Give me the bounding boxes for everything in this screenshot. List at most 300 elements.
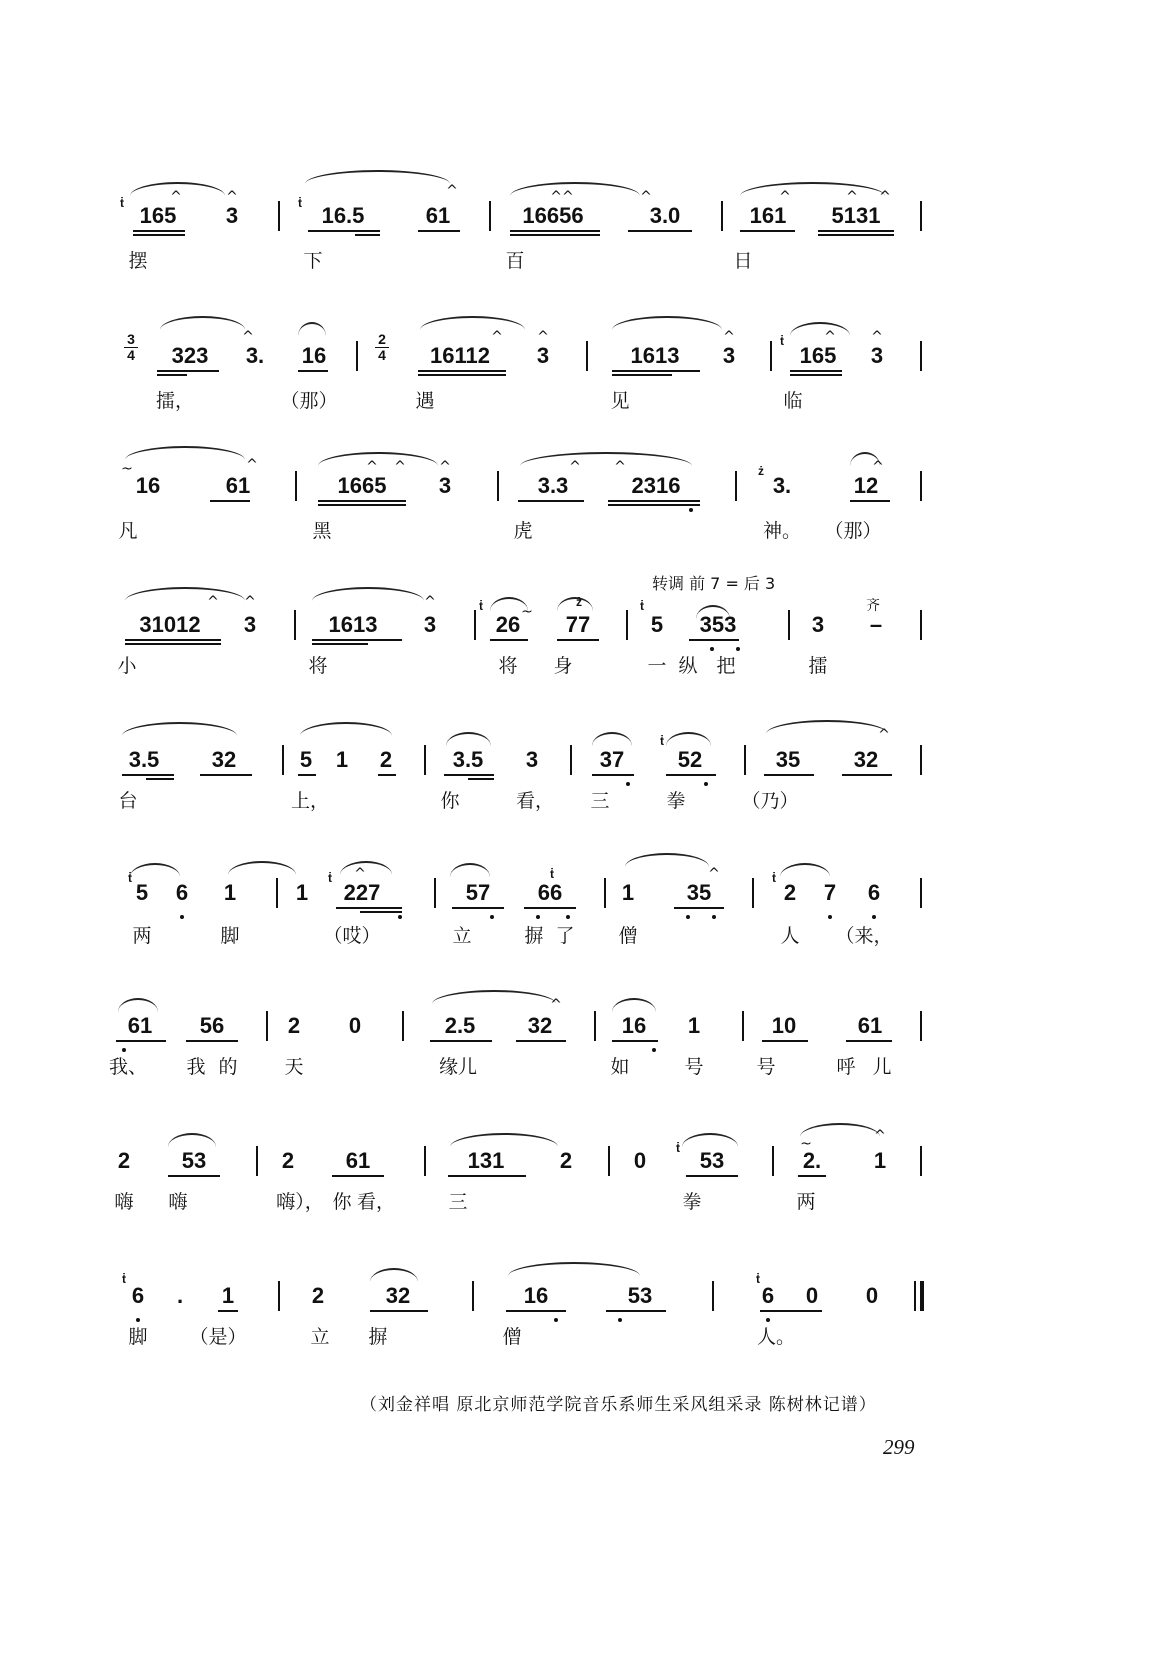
- underline: [312, 643, 368, 645]
- note-group: 131: [467, 1148, 505, 1173]
- note-group: 161: [749, 203, 787, 228]
- slur: [592, 732, 632, 746]
- underline: [686, 1175, 738, 1177]
- accent-mark: ^: [824, 329, 836, 345]
- underline: [468, 778, 494, 780]
- slur: [125, 587, 245, 601]
- lyric: 百: [505, 250, 525, 272]
- note-group: 37: [599, 747, 625, 772]
- underline: [378, 774, 396, 776]
- underline: [592, 774, 634, 776]
- note-group: 0: [865, 1283, 879, 1308]
- note-group: 3: [525, 747, 539, 772]
- bar-line: [278, 201, 280, 231]
- lyric: 神。: [762, 520, 802, 542]
- lyric: 号: [756, 1056, 776, 1078]
- note-group: 61: [127, 1013, 153, 1038]
- note-group: 53: [699, 1148, 725, 1173]
- lyric: 僧: [618, 925, 638, 947]
- octave-dot: [566, 915, 570, 919]
- lyric: 三: [448, 1191, 468, 1213]
- slur: [625, 853, 709, 867]
- note-group: 2: [281, 1148, 295, 1173]
- accent-mark: ^: [878, 727, 890, 743]
- note-group: 3.0: [649, 203, 681, 228]
- notes-row: [0, 474, 1157, 514]
- lyric: 脚: [220, 925, 240, 947]
- grace-note: ṫ: [128, 871, 132, 885]
- underline: [740, 230, 795, 232]
- underline: [490, 639, 528, 641]
- lyric: 两: [132, 925, 152, 947]
- note-group: 10: [771, 1013, 797, 1038]
- underline: [628, 230, 692, 232]
- note-group: 1: [621, 880, 635, 905]
- bar-line: [788, 610, 790, 640]
- note-group: 3.5: [452, 747, 484, 772]
- note-group: 57: [465, 880, 491, 905]
- octave-dot: [704, 782, 708, 786]
- slur: [766, 720, 888, 734]
- accent-mark: ^: [242, 329, 254, 345]
- underline: [790, 370, 842, 372]
- grace-note: ṫ: [122, 1272, 126, 1286]
- bar-line: [721, 201, 723, 231]
- octave-dot: [618, 1318, 622, 1322]
- underline: [318, 500, 406, 502]
- accent-mark: ^: [550, 997, 562, 1013]
- note-group: 5: [299, 747, 313, 772]
- slur: [800, 1123, 880, 1137]
- note-group: 323: [171, 343, 209, 368]
- notes-row: [0, 1014, 1157, 1054]
- note-group: 6: [175, 880, 189, 905]
- lyric: 日: [733, 250, 753, 272]
- lyric: 号: [684, 1056, 704, 1078]
- note-group: 1613: [630, 343, 680, 368]
- underline: [157, 370, 219, 372]
- lyric: 你: [332, 1191, 352, 1213]
- accent-mark: ^: [872, 459, 884, 475]
- note-group: 3: [225, 203, 239, 228]
- octave-dot: [180, 915, 184, 919]
- underline: [612, 1040, 658, 1042]
- lyric: 立: [452, 925, 472, 947]
- bar-line: [604, 878, 606, 908]
- underline: [557, 639, 599, 641]
- note-group: 353: [699, 612, 737, 637]
- slur: [612, 998, 656, 1012]
- octave-dot: [689, 508, 693, 512]
- underline: [157, 374, 187, 376]
- slur: [370, 1268, 418, 1282]
- lyric: 擂: [808, 655, 828, 677]
- underline: [798, 1175, 826, 1177]
- lyrics-row: [0, 520, 1157, 560]
- lyric: 看，: [356, 1191, 396, 1213]
- accent-mark: ^: [537, 329, 549, 345]
- note-group: 5: [135, 880, 149, 905]
- accent-mark: ^: [779, 189, 791, 205]
- note-group: 61: [345, 1148, 371, 1173]
- bar-line: [712, 1281, 714, 1311]
- underline: [133, 234, 185, 236]
- transcription-credit: （刘金祥唱 原北京师范学院音乐系师生采风组采录 陈树林记谱）: [360, 1395, 877, 1415]
- lyric: 小: [117, 655, 137, 677]
- note-group: 1: [221, 1283, 235, 1308]
- octave-dot: [736, 647, 740, 651]
- lyrics-row: [0, 250, 1157, 290]
- underline: [448, 1175, 526, 1177]
- note-group: 31012: [139, 612, 201, 637]
- bar-line: [295, 471, 297, 501]
- lyrics-row: [0, 1326, 1157, 1366]
- note-group: 52: [677, 747, 703, 772]
- grace-note: ṫ: [660, 734, 664, 748]
- underline: [146, 778, 174, 780]
- underline: [430, 1040, 492, 1042]
- notes-row: [0, 748, 1157, 788]
- note-group: 165: [799, 343, 837, 368]
- note-group: 53: [181, 1148, 207, 1173]
- lyric: 两: [796, 1191, 816, 1213]
- underline: [612, 374, 672, 376]
- note-group: 61: [425, 203, 451, 228]
- time-signature: $\frac{2}{4}$: [375, 332, 389, 363]
- slur: [130, 863, 180, 877]
- lyric: 天: [284, 1056, 304, 1078]
- lyrics-row: [0, 1191, 1157, 1231]
- unison-marking: 齐: [866, 598, 880, 614]
- note-group: 16: [523, 1283, 549, 1308]
- accent-mark: ^: [394, 459, 406, 475]
- bar-line: [626, 610, 628, 640]
- underline: [818, 230, 894, 232]
- lyric: 嗨: [114, 1191, 134, 1213]
- note-group: 3.5: [128, 747, 160, 772]
- lyric: 三: [590, 790, 610, 812]
- slur: [298, 322, 326, 336]
- accent-mark: ^: [723, 329, 735, 345]
- note-group: 32: [527, 1013, 553, 1038]
- lyric: 看，: [515, 790, 555, 812]
- bar-line: [920, 201, 922, 231]
- underline: [608, 500, 700, 502]
- note-group: 16656: [522, 203, 584, 228]
- note-group: 2.: [802, 1148, 822, 1173]
- note-group: 16: [135, 473, 161, 498]
- underline: [370, 1310, 428, 1312]
- lyric: （哎）: [323, 925, 381, 947]
- lyric: 立: [310, 1326, 330, 1348]
- underline: [846, 1040, 892, 1042]
- lyric: 的: [218, 1056, 238, 1078]
- lyric: （那）: [280, 390, 338, 412]
- lyric: 我: [186, 1056, 206, 1078]
- underline: [298, 370, 328, 372]
- bar-line: [594, 1011, 596, 1041]
- note-group: 6: [761, 1283, 775, 1308]
- grace-note: ż: [758, 464, 764, 478]
- lyric: 人: [780, 925, 800, 947]
- accent-mark: ~: [521, 604, 533, 620]
- octave-dot: [686, 915, 690, 919]
- lyric: 擂，: [155, 390, 195, 412]
- note-group: 3: [423, 612, 437, 637]
- accent-mark: ^: [207, 594, 219, 610]
- underline: [355, 234, 380, 236]
- underline: [689, 639, 739, 641]
- accent-mark: ^: [446, 183, 458, 199]
- accent-mark: ~: [800, 1136, 812, 1152]
- bar-line: [586, 341, 588, 371]
- lyric: 拳: [682, 1191, 702, 1213]
- note-group: –: [869, 612, 883, 637]
- underline: [452, 907, 504, 909]
- note-group: 3.3: [537, 473, 569, 498]
- note-group: 1: [687, 1013, 701, 1038]
- notes-row: [0, 1149, 1157, 1189]
- underline: [218, 1310, 238, 1312]
- lyrics-row: [0, 925, 1157, 965]
- underline: [418, 374, 506, 376]
- note-group: 3.: [772, 473, 792, 498]
- bar-line: [752, 878, 754, 908]
- note-group: 5: [650, 612, 664, 637]
- grace-note: ṫ: [676, 1141, 680, 1155]
- octave-dot: [136, 1318, 140, 1322]
- underline: [760, 1310, 822, 1312]
- accent-mark: ^: [246, 457, 258, 473]
- underline: [318, 504, 406, 506]
- lyric: 人。: [756, 1326, 796, 1348]
- note-group: 56: [199, 1013, 225, 1038]
- lyric: 台: [118, 790, 138, 812]
- note-group: 6: [131, 1283, 145, 1308]
- lyric: 摆: [128, 250, 148, 272]
- slur: [168, 1133, 216, 1147]
- underline: [606, 1310, 666, 1312]
- grace-note: ṫ: [120, 196, 124, 210]
- note-group: 32: [385, 1283, 411, 1308]
- lyric: 身: [553, 655, 573, 677]
- slur: [340, 861, 392, 875]
- bar-line: [772, 1146, 774, 1176]
- grace-note: ṫ: [772, 871, 776, 885]
- underline: [116, 1040, 166, 1042]
- lyrics-row: [0, 1056, 1157, 1096]
- note-group: 32: [211, 747, 237, 772]
- note-group: 2: [783, 880, 797, 905]
- accent-mark: ^: [871, 329, 883, 345]
- underline: [418, 230, 460, 232]
- slur: [520, 452, 692, 466]
- slur: [612, 316, 722, 330]
- lyrics-row: [0, 790, 1157, 830]
- note-group: 0: [348, 1013, 362, 1038]
- slur: [160, 316, 245, 330]
- lyric: （乃）: [741, 790, 799, 812]
- slur: [318, 452, 438, 466]
- grace-note: ṫ: [550, 867, 554, 881]
- note-group: 3.: [245, 343, 265, 368]
- accent-mark: ^: [244, 594, 256, 610]
- octave-dot: [122, 1048, 126, 1052]
- bar-line: [920, 341, 922, 371]
- underline: [444, 774, 494, 776]
- accent-mark: ^: [708, 866, 720, 882]
- underline: [122, 774, 174, 776]
- lyric: （那）: [824, 520, 882, 542]
- bar-line: [744, 745, 746, 775]
- accent-mark: ^: [354, 866, 366, 882]
- octave-dot: [712, 915, 716, 919]
- underline: [200, 774, 252, 776]
- key-change-annotation: 转调 前 7 = 后 3: [652, 574, 776, 593]
- lyric: 脚: [128, 1326, 148, 1348]
- note-group: 2: [559, 1148, 573, 1173]
- accent-mark: ~: [121, 461, 133, 477]
- note-group: 35: [686, 880, 712, 905]
- bar-line: [424, 1146, 426, 1176]
- slur: [508, 1262, 640, 1276]
- note-group: 16: [301, 343, 327, 368]
- notes-row: [0, 344, 1157, 384]
- octave-dot: [652, 1048, 656, 1052]
- note-group: 16: [621, 1013, 647, 1038]
- underline: [608, 504, 700, 506]
- slur: [557, 597, 593, 611]
- note-group: 61: [857, 1013, 883, 1038]
- bar-line: [282, 745, 284, 775]
- grace-note: ṫ: [640, 599, 644, 613]
- underline: [168, 1175, 220, 1177]
- accent-mark: ^^: [550, 189, 574, 205]
- bar-line: [278, 1281, 280, 1311]
- bar-line: [424, 745, 426, 775]
- notes-row: [0, 1284, 1157, 1324]
- lyric: 将: [498, 655, 518, 677]
- grace-note: ż: [576, 595, 582, 609]
- note-group: 3: [811, 612, 825, 637]
- note-group: 2: [287, 1013, 301, 1038]
- underline: [674, 907, 724, 909]
- slur: [118, 998, 158, 1012]
- bar-line: [256, 1146, 258, 1176]
- bar-line: [920, 610, 922, 640]
- lyric: 黑: [312, 520, 332, 542]
- underline: [312, 639, 402, 641]
- note-group: 32: [853, 747, 879, 772]
- bar-line: [434, 878, 436, 908]
- bar-line: [474, 610, 476, 640]
- note-group: 3: [870, 343, 884, 368]
- notes-row: [0, 613, 1157, 653]
- lyric: 虎: [513, 520, 533, 542]
- bar-line: [356, 341, 358, 371]
- bar-line: [294, 610, 296, 640]
- slur: [446, 732, 491, 746]
- lyric: 缘儿: [438, 1056, 478, 1078]
- underline: [516, 1040, 566, 1042]
- note-group: 1: [873, 1148, 887, 1173]
- underline: [125, 639, 221, 641]
- note-group: 26: [495, 612, 521, 637]
- accent-mark: ^: [226, 189, 238, 205]
- lyric: 临: [783, 390, 803, 412]
- bar-line: [920, 745, 922, 775]
- bar-line: [920, 1011, 922, 1041]
- bar-line: [497, 471, 499, 501]
- note-group: 2: [117, 1148, 131, 1173]
- underline: [298, 774, 316, 776]
- lyric: （来，: [835, 925, 893, 947]
- slur: [790, 322, 850, 336]
- accent-mark: ^: [439, 459, 451, 475]
- underline: [308, 230, 380, 232]
- lyric: 拳: [666, 790, 686, 812]
- lyric: 一: [647, 655, 667, 677]
- bar-line: [920, 471, 922, 501]
- note-group: 3: [243, 612, 257, 637]
- note-group: 12: [853, 473, 879, 498]
- underline: [666, 774, 716, 776]
- lyric: 上，: [290, 790, 330, 812]
- underline: [524, 907, 576, 909]
- accent-mark: ^: [846, 189, 858, 205]
- lyric: 你: [440, 790, 460, 812]
- bar-line: [489, 201, 491, 231]
- note-group: 16.5: [321, 203, 365, 228]
- note-group: 3: [438, 473, 452, 498]
- underline: [186, 1040, 238, 1042]
- lyric: 了: [555, 925, 575, 947]
- bar-line: [266, 1011, 268, 1041]
- underline: [850, 500, 890, 502]
- bar-line: [608, 1146, 610, 1176]
- lyric: （是）: [189, 1326, 247, 1348]
- note-group: 0: [805, 1283, 819, 1308]
- note-group: 1665: [337, 473, 387, 498]
- note-group: 1613: [328, 612, 378, 637]
- underline: [764, 774, 814, 776]
- note-group: 1: [335, 747, 349, 772]
- slur: [510, 182, 640, 196]
- underline: [133, 230, 185, 232]
- octave-dot: [766, 1318, 770, 1322]
- underline: [510, 234, 600, 236]
- underline: [418, 370, 506, 372]
- note-group: 5131: [831, 203, 881, 228]
- underline: [510, 230, 600, 232]
- note-group: 35: [775, 747, 801, 772]
- lyric: 如: [610, 1056, 630, 1078]
- note-group: 16112: [430, 343, 490, 368]
- note-group: 165: [139, 203, 177, 228]
- accent-mark: ^: [366, 459, 378, 475]
- slur: [312, 587, 424, 601]
- note-group: 66: [537, 880, 563, 905]
- grace-note: ṫ: [328, 871, 332, 885]
- note-group: .: [176, 1283, 184, 1308]
- note-group: 3: [722, 343, 736, 368]
- underline: [332, 1175, 384, 1177]
- accent-mark: ^: [491, 329, 503, 345]
- bar-line: [920, 1146, 922, 1176]
- final-bar-line: [914, 1281, 916, 1311]
- lyric: 我、: [108, 1056, 148, 1078]
- bar-line: [770, 341, 772, 371]
